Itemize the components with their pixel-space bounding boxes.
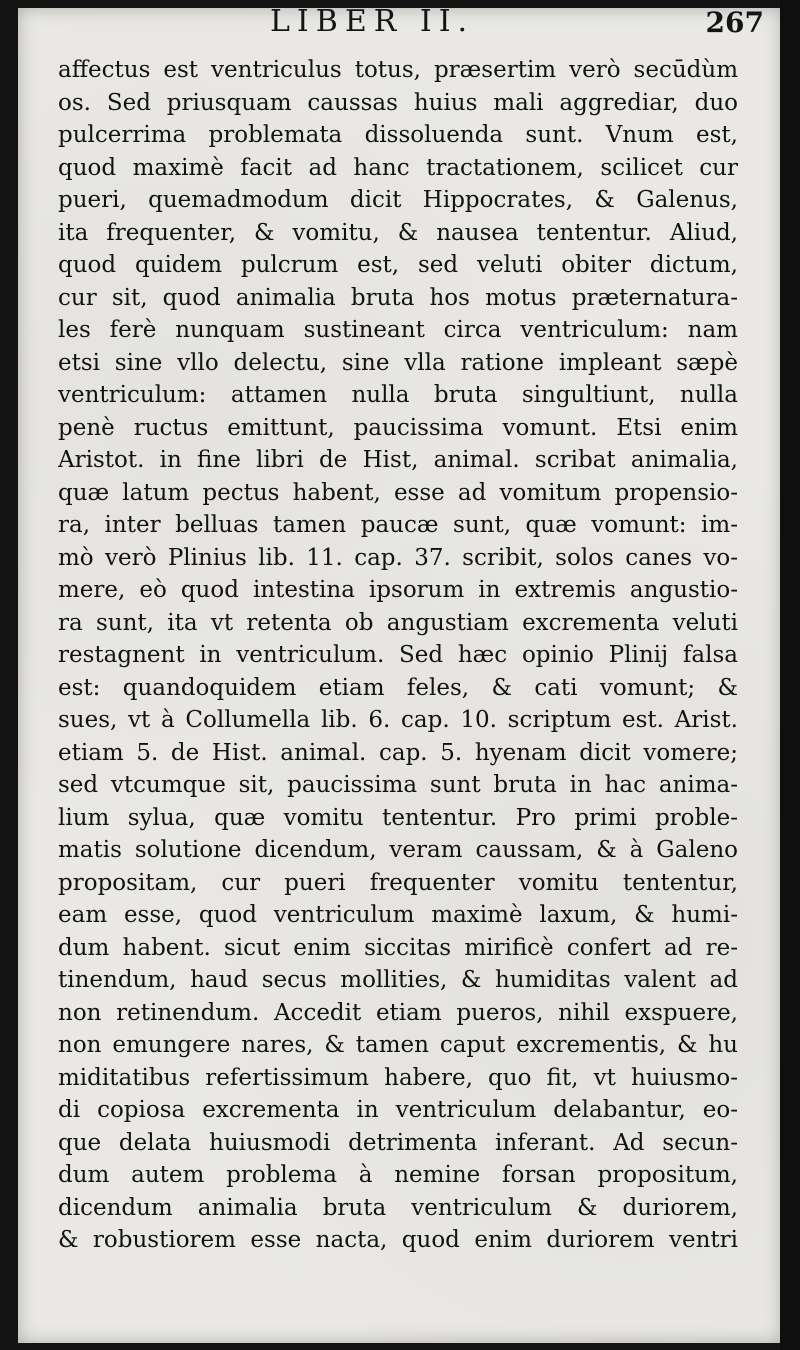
text-line: non emungere nares, & tamen caput excrementis, & hu bbox=[58, 1032, 738, 1058]
text-line: affectus est ventriculus totus, præsertim verò secūdùm bbox=[58, 57, 738, 83]
text-line: quod maximè facit ad hanc tractationem, scilicet cur bbox=[58, 154, 738, 181]
text-line: mò verò Plinius lib. 11. cap. 37. scribit, solos canes vo- bbox=[58, 544, 738, 571]
text-line: di copiosa excrementa in ventriculum delabantur, eo- bbox=[58, 1097, 738, 1123]
text-line: os. Sed priusquam caussas huius mali aggrediar, duo bbox=[58, 89, 738, 116]
text-line: sues, vt à Collumella lib. 6. cap. 10. scriptum est. Arist. bbox=[58, 707, 738, 733]
text-line: dum habent. sicut enim siccitas mirificè confert ad re- bbox=[58, 934, 738, 961]
text-line: etsi sine vllo delectu, sine vlla ratione impleant sæpè bbox=[58, 349, 738, 376]
text-line: les ferè nunquam sustineant circa ventriculum: nam bbox=[58, 317, 738, 343]
text-line: tinendum, haud secus mollities, & humiditas valent ad bbox=[58, 967, 738, 993]
text-line: & robustiorem esse nacta, quod enim duriorem ventri bbox=[58, 1227, 738, 1253]
text-line: miditatibus refertissimum habere, quo fit, vt huiusmo- bbox=[58, 1064, 738, 1091]
text-line: lium sylua, quæ vomitu tententur. Pro primi proble- bbox=[58, 804, 738, 831]
scan-edge-shadow bbox=[780, 0, 800, 1350]
text-line: que delata huiusmodi detrimenta inferant. Ad secun- bbox=[58, 1129, 738, 1156]
text-line: ventriculum: attamen nulla bruta singultiunt, nulla bbox=[58, 382, 738, 408]
text-line: etiam 5. de Hist. animal. cap. 5. hyenam dicit vomere; bbox=[58, 739, 738, 766]
text-line: est: quandoquidem etiam feles, & cati vomunt; & bbox=[58, 674, 738, 701]
text-line: ita frequenter, & vomitu, & nausea tententur. Aliud, bbox=[58, 219, 738, 246]
text-line: Aristot. in fine libri de Hist, animal. scribat animalia, bbox=[58, 447, 738, 473]
text-line: dum autem problema à nemine forsan propositum, bbox=[58, 1162, 738, 1188]
text-line: quæ latum pectus habent, esse ad vomitum propensio- bbox=[58, 479, 738, 506]
text-line: ra, inter belluas tamen paucæ sunt, quæ vomunt: im- bbox=[58, 512, 738, 538]
text-line: sed vtcumque sit, paucissima sunt bruta in hac anima- bbox=[58, 772, 738, 798]
text-line: non retinendum. Accedit etiam pueros, nihil exspuere, bbox=[58, 999, 738, 1026]
page-number: 267 bbox=[705, 6, 764, 39]
text-line: pueri, quemadmodum dicit Hippocrates, & Galenus, bbox=[58, 187, 738, 213]
text-line: eam esse, quod ventriculum maximè laxum, & humi- bbox=[58, 902, 738, 928]
running-head: LIBER II. bbox=[270, 4, 475, 39]
text-line: quod quidem pulcrum est, sed veluti obiter dictum, bbox=[58, 252, 738, 278]
text-line: ra sunt, ita vt retenta ob angustiam excrementa veluti bbox=[58, 609, 738, 636]
text-line: pulcerrima problemata dissoluenda sunt. Vnum est, bbox=[58, 122, 738, 148]
page-header bbox=[30, 4, 770, 46]
text-line: cur sit, quod animalia bruta hos motus præternatura- bbox=[58, 284, 738, 311]
text-line: mere, eò quod intestina ipsorum in extremis angustio- bbox=[58, 577, 738, 603]
body-text bbox=[58, 54, 738, 1257]
text-line: propositam, cur pueri frequenter vomitu tententur, bbox=[58, 869, 738, 896]
text-line: matis solutione dicendum, veram caussam, & à Galeno bbox=[58, 837, 738, 863]
text-line: penè ructus emittunt, paucissima vomunt. Etsi enim bbox=[58, 414, 738, 441]
text-line: restagnent in ventriculum. Sed hæc opinio Plinij falsa bbox=[58, 642, 738, 668]
text-line: dicendum animalia bruta ventriculum & duriorem, bbox=[58, 1194, 738, 1221]
